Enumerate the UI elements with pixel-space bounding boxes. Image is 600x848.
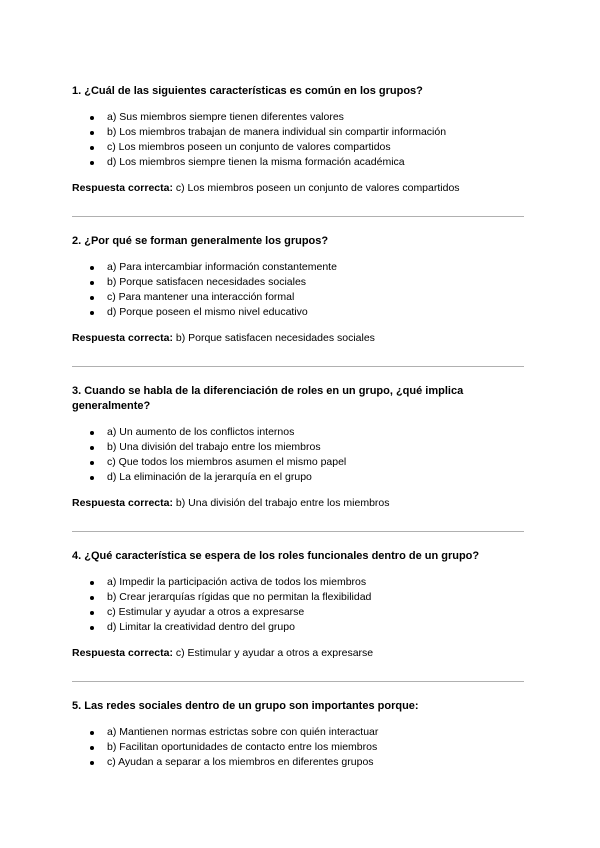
option-text: d) Limitar la creatividad dentro del grupo bbox=[107, 621, 295, 633]
option-text: a) Mantienen normas estrictas sobre con quién interactuar bbox=[107, 726, 379, 738]
option-item bbox=[72, 125, 524, 140]
option-text: a) Sus miembros siempre tienen diferentes valores bbox=[107, 111, 344, 123]
option-text: c) Ayudan a separar a los miembros en diferentes grupos bbox=[107, 756, 374, 768]
bullet-icon bbox=[90, 431, 94, 435]
question-title: 1. ¿Cuál de las siguientes características es común en los grupos? bbox=[72, 85, 423, 97]
bullet-icon bbox=[90, 131, 94, 135]
option-text: d) Los miembros siempre tienen la misma formación académica bbox=[107, 156, 405, 168]
option-text: b) Facilitan oportunidades de contacto entre los miembros bbox=[107, 741, 378, 753]
correct-answer bbox=[72, 181, 524, 196]
option-item bbox=[72, 305, 524, 320]
divider bbox=[72, 366, 524, 367]
question-title: 3. Cuando se habla de la diferenciación de roles en un grupo, ¿qué implica generalmente? bbox=[72, 385, 464, 412]
bullet-icon bbox=[90, 311, 94, 315]
answer-text: c) Los miembros poseen un conjunto de valores compartidos bbox=[175, 182, 460, 194]
options-list bbox=[72, 425, 524, 485]
option-item bbox=[72, 575, 524, 590]
option-text: b) Crear jerarquías rígidas que no permitan la flexibilidad bbox=[107, 591, 372, 603]
bullet-icon bbox=[90, 626, 94, 630]
bullet-icon bbox=[90, 296, 94, 300]
question-title: 2. ¿Por qué se forman generalmente los grupos? bbox=[72, 235, 329, 247]
bullet-icon bbox=[90, 446, 94, 450]
option-item bbox=[72, 605, 524, 620]
correct-answer bbox=[72, 646, 524, 661]
option-text: a) Un aumento de los conflictos internos bbox=[107, 426, 295, 438]
option-text: c) Estimular y ayudar a otros a expresarse bbox=[107, 606, 305, 618]
question-block bbox=[72, 234, 524, 346]
option-item bbox=[72, 740, 524, 755]
option-text: b) Porque satisfacen necesidades sociales bbox=[107, 276, 307, 288]
option-text: a) Impedir la participación activa de todos los miembros bbox=[107, 576, 367, 588]
answer-text: b) Una división del trabajo entre los miembros bbox=[175, 497, 390, 509]
bullet-icon bbox=[90, 161, 94, 165]
bullet-icon bbox=[90, 731, 94, 735]
bullet-icon bbox=[90, 596, 94, 600]
answer-label: Respuesta correcta: bbox=[72, 497, 173, 509]
option-text: c) Los miembros poseen un conjunto de valores compartidos bbox=[107, 141, 391, 153]
option-item bbox=[72, 155, 524, 170]
option-item bbox=[72, 470, 524, 485]
answer-text: b) Porque satisfacen necesidades sociales bbox=[175, 332, 375, 344]
document-page bbox=[72, 84, 524, 770]
answer-label: Respuesta correcta: bbox=[72, 647, 173, 659]
option-item bbox=[72, 275, 524, 290]
option-text: b) Una división del trabajo entre los miembros bbox=[107, 441, 321, 453]
option-item bbox=[72, 725, 524, 740]
option-item bbox=[72, 620, 524, 635]
option-item bbox=[72, 425, 524, 440]
divider bbox=[72, 216, 524, 217]
options-list bbox=[72, 575, 524, 635]
bullet-icon bbox=[90, 146, 94, 150]
option-item bbox=[72, 110, 524, 125]
options-list bbox=[72, 110, 524, 170]
bullet-icon bbox=[90, 611, 94, 615]
bullet-icon bbox=[90, 116, 94, 120]
bullet-icon bbox=[90, 746, 94, 750]
correct-answer bbox=[72, 331, 524, 346]
option-item bbox=[72, 290, 524, 305]
option-item bbox=[72, 455, 524, 470]
bullet-icon bbox=[90, 461, 94, 465]
bullet-icon bbox=[90, 476, 94, 480]
question-block bbox=[72, 549, 524, 661]
answer-text: c) Estimular y ayudar a otros a expresarse bbox=[175, 647, 374, 659]
option-text: b) Los miembros trabajan de manera individual sin compartir información bbox=[107, 126, 447, 138]
answer-label: Respuesta correcta: bbox=[72, 182, 173, 194]
question-block bbox=[72, 699, 524, 770]
options-list bbox=[72, 260, 524, 320]
bullet-icon bbox=[90, 266, 94, 270]
divider bbox=[72, 531, 524, 532]
bullet-icon bbox=[90, 581, 94, 585]
option-text: c) Para mantener una interacción formal bbox=[107, 291, 295, 303]
bullet-icon bbox=[90, 281, 94, 285]
option-item bbox=[72, 590, 524, 605]
option-item bbox=[72, 260, 524, 275]
bullet-icon bbox=[90, 761, 94, 765]
option-item bbox=[72, 440, 524, 455]
option-text: d) La eliminación de la jerarquía en el grupo bbox=[107, 471, 312, 483]
option-item bbox=[72, 755, 524, 770]
answer-label: Respuesta correcta: bbox=[72, 332, 173, 344]
correct-answer bbox=[72, 496, 524, 511]
divider bbox=[72, 681, 524, 682]
question-block bbox=[72, 84, 524, 196]
question-title: 5. Las redes sociales dentro de un grupo son importantes porque: bbox=[72, 700, 419, 712]
option-text: d) Porque poseen el mismo nivel educativo bbox=[107, 306, 308, 318]
options-list bbox=[72, 725, 524, 770]
question-block bbox=[72, 384, 524, 511]
option-text: c) Que todos los miembros asumen el mismo papel bbox=[107, 456, 347, 468]
option-item bbox=[72, 140, 524, 155]
question-title: 4. ¿Qué característica se espera de los roles funcionales dentro de un grupo? bbox=[72, 550, 480, 562]
option-text: a) Para intercambiar información constantemente bbox=[107, 261, 337, 273]
